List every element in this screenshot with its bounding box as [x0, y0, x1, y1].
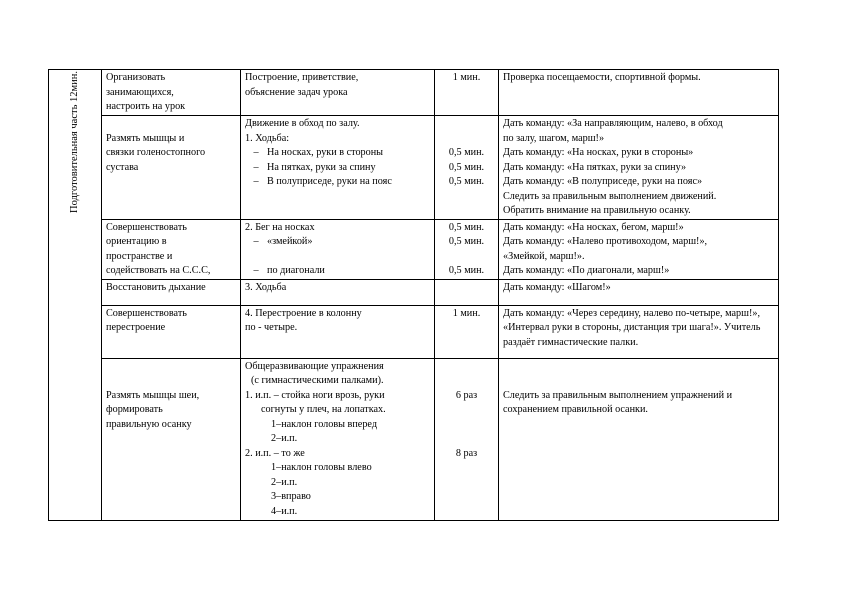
table-row: [49, 70, 779, 116]
content-cell: [241, 279, 435, 305]
content-line: по - четыре.: [245, 322, 298, 333]
method-line: по залу, шагом, марш!»: [503, 132, 605, 144]
task-line: перестроение: [106, 322, 166, 333]
task-line: формировать: [106, 404, 163, 415]
method-cell: [499, 305, 779, 358]
content-sub-item: – На пятках, руки за спину: [253, 161, 376, 173]
part-label: Подготовительная часть 12мин.: [68, 71, 80, 213]
dose-value: 0,5 мин.: [448, 176, 485, 187]
dose-value: 1 мин.: [452, 72, 481, 83]
method-line: Дать команду: «Налево противоходом, марш!»,: [503, 236, 708, 247]
method-line: Следить за правильным выполнением упражнений и: [503, 389, 733, 401]
task-line: Размять мышцы шеи,: [106, 389, 200, 401]
content-line: 1. Ходьба:: [245, 132, 290, 144]
dose-value: 0,5 мин.: [448, 236, 485, 247]
dose-value: 8 раз: [455, 447, 478, 459]
method-cell: [499, 358, 779, 520]
part-cell: [49, 70, 102, 521]
method-cell: [499, 116, 779, 220]
task-cell: [102, 305, 241, 358]
method-line: Дать команду: «Шагом!»: [503, 281, 611, 293]
lesson-plan-table: [48, 69, 779, 521]
method-line: Следить за правильным выполнением движений.: [503, 190, 717, 202]
method-line: Дать команду: «В полуприседе, руки на пояс»: [503, 176, 703, 187]
dose-value: 1 мин.: [452, 307, 481, 319]
content-line: 1–наклон головы влево: [271, 462, 372, 473]
method-line: Проверка посещаемости, спортивной формы.: [503, 72, 701, 83]
task-cell: [102, 219, 241, 279]
content-line: 2–и.п.: [271, 433, 298, 444]
method-line: Дать команду: «За направляющим, налево, в обход: [503, 118, 723, 129]
dose-value: 0,5 мин.: [448, 147, 485, 158]
method-line: Дать команду: «На носках, бегом, марш!»: [503, 221, 684, 233]
content-sub-text: по диагонали: [267, 265, 325, 276]
dose-value: 0,5 мин.: [448, 221, 485, 233]
task-line: связки голеностопного: [106, 147, 206, 158]
content-line: 1–наклон головы вперед: [271, 418, 377, 430]
content-sub-item: – по диагонали: [253, 265, 325, 276]
method-line: «Змейкой, марш!».: [503, 250, 585, 262]
method-cell: [499, 219, 779, 279]
content-cell: [241, 116, 435, 220]
task-cell: [102, 116, 241, 220]
table-row: [49, 358, 779, 520]
content-cell: [241, 358, 435, 520]
content-sub-text: «змейкой»: [267, 236, 313, 247]
task-cell: [102, 70, 241, 116]
dose-value: 0,5 мин.: [448, 265, 485, 276]
task-line: пространстве и: [106, 250, 173, 262]
method-text: Дать команду: «Через середину, налево по-четыре, марш!», «Интервал руки в стороны, дистанция три шага!». Учитель раздаёт гимнастические палки.: [503, 307, 761, 348]
content-line: 3–вправо: [271, 491, 311, 502]
task-cell: [102, 279, 241, 305]
content-sub-item: – На носках, руки в стороны: [253, 147, 384, 158]
content-line: 2. Бег на носках: [245, 221, 315, 233]
content-line: 1. и.п. – стойка ноги врозь, руки: [245, 389, 385, 401]
content-cell: [241, 305, 435, 358]
content-line: 3. Ходьба: [245, 281, 287, 293]
method-line: Обратить внимание на правильную осанку.: [503, 205, 691, 216]
content-sub-text: На пятках, руки за спину: [267, 161, 376, 173]
task-line: настроить на урок: [106, 101, 186, 112]
method-line: сохранением правильной осанки.: [503, 404, 648, 415]
method-line: Дать команду: «По диагонали, марш!»: [503, 265, 670, 276]
dose-cell: [435, 279, 499, 305]
dose-cell: [435, 358, 499, 520]
task-line: ориентацию в: [106, 236, 167, 247]
dose-cell: [435, 116, 499, 220]
content-line: Движение в обход по залу.: [245, 118, 360, 129]
table-row: [49, 116, 779, 220]
content-cell: [241, 219, 435, 279]
task-line: Размять мышцы и: [106, 132, 185, 144]
content-line: согнуты у плеч, на лопатках.: [261, 404, 386, 415]
content-line: Построение, приветствие,: [245, 72, 359, 83]
method-cell: [499, 70, 779, 116]
method-line: Дать команду: «На пятках, руки за спину»: [503, 161, 687, 173]
task-line: занимающихся,: [106, 86, 174, 98]
dose-cell: [435, 219, 499, 279]
table-row: [49, 305, 779, 358]
content-cell: [241, 70, 435, 116]
content-line: (с гимнастическими палками).: [251, 375, 384, 386]
content-line: 2–и.п.: [271, 476, 298, 488]
content-line: 4. Перестроение в колонну: [245, 307, 362, 319]
content-line: 2. и.п. – то же: [245, 447, 305, 459]
table-row: [49, 219, 779, 279]
dose-cell: [435, 305, 499, 358]
dose-value: 0,5 мин.: [448, 161, 485, 173]
dose-cell: [435, 70, 499, 116]
content-line: 4–и.п.: [271, 505, 298, 517]
table-row: [49, 279, 779, 305]
content-sub-text: В полуприседе, руки на пояс: [267, 176, 392, 187]
task-line: Совершенствовать: [106, 221, 187, 233]
content-line: Общеразвивающие упражнения: [245, 360, 384, 372]
task-line: сустава: [106, 161, 139, 173]
method-line: Дать команду: «На носках, руки в стороны»: [503, 147, 694, 158]
task-line: правильную осанку: [106, 418, 192, 430]
content-line: объяснение задач урока: [245, 86, 348, 98]
task-line: Совершенствовать: [106, 307, 187, 319]
content-sub-item: – В полуприседе, руки на пояс: [253, 176, 392, 187]
content-sub-item: – «змейкой»: [253, 236, 313, 247]
content-sub-text: На носках, руки в стороны: [267, 147, 384, 158]
task-line: содействовать на С.С.С,: [106, 265, 211, 276]
task-line: Восстановить дыхание: [106, 281, 206, 293]
task-line: Организовать: [106, 72, 166, 83]
method-cell: [499, 279, 779, 305]
dose-value: 6 раз: [455, 389, 478, 401]
task-cell: [102, 358, 241, 520]
